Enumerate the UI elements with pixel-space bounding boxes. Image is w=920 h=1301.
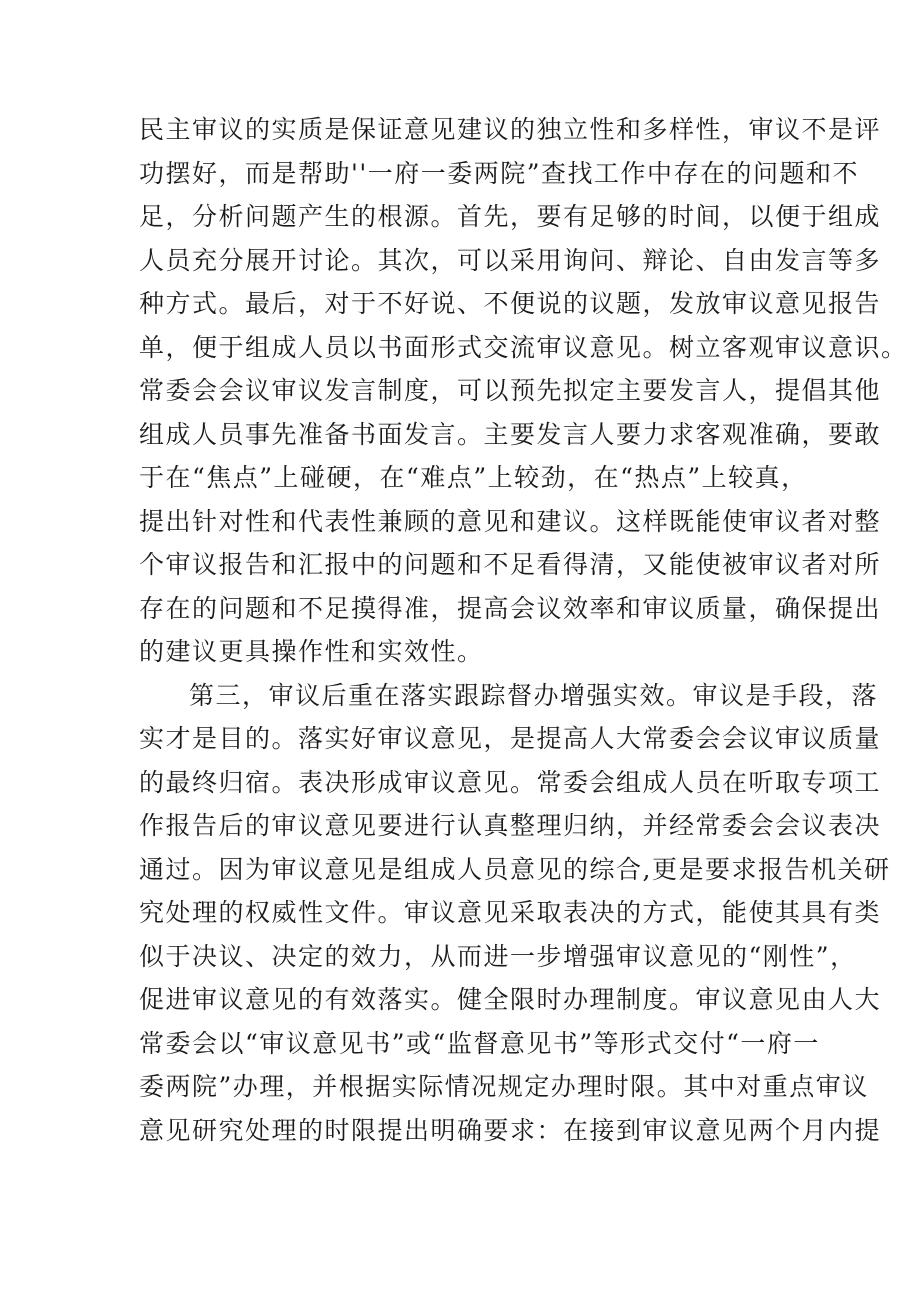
text-line: 种方式。最后，对于不好说、不便说的议题，发放审议意见报告: [139, 289, 882, 318]
text-line: 单，便于组成人员以书面形式交流审议意见。树立客观审议意识。: [139, 332, 908, 362]
text-line: 常委会会议审议发言制度，可以预先拟定主要发言人，提倡其他: [139, 376, 882, 405]
text-line: 提出针对性和代表性兼顾的意见和建议。这样既能使审议者对整: [139, 506, 882, 536]
paragraph-first-line: 第三，审议后重在落实跟踪督办增强实效。审议是手段，落: [189, 680, 879, 710]
text-line: 究处理的权威性文件。审议意见采取表决的方式，能使其具有类: [139, 898, 882, 927]
text-line: 于在“焦点”上碰硬，在“难点”上较劲，在“热点”上较真，: [139, 463, 808, 492]
text-line: 人员充分展开讨论。其次，可以采用询问、辩论、自由发言等多: [139, 245, 882, 275]
text-line: 委两院”办理，并根据实际情况规定办理时限。其中对重点审议: [139, 1072, 869, 1101]
text-line: 民主审议的实质是保证意见建议的独立性和多样性，审议不是评: [139, 115, 882, 144]
paragraph-democratic-review: [139, 108, 908, 674]
text-line: 似于决议、决定的效力，从而进一步增强审议意见的“刚性”，: [139, 941, 857, 971]
text-line: 意见研究处理的时限提出明确要求：在接到审议意见两个月内提: [139, 1115, 882, 1145]
text-line: 促进审议意见的有效落实。健全限时办理制度。审议意见由人大: [139, 985, 882, 1014]
text-line: 通过。因为审议意见是组成人员意见的综合,更是要求报告机关研: [139, 854, 891, 884]
text-line: 实才是目的。落实好审议意见，是提高人大常委会会议审议质量: [139, 724, 882, 753]
text-line: 常委会以“审议意见书”或“监督意见书”等形式交付“一府一: [139, 1028, 820, 1058]
paragraph-implementation-follow-up: [139, 674, 891, 1153]
text-line: 个审议报告和汇报中的问题和不足看得清，又能使被审议者对所: [139, 550, 882, 579]
text-line: 足，分析问题产生的根源。首先，要有足够的时间，以便于组成: [139, 202, 882, 231]
document-body: [139, 108, 908, 1152]
text-line: 的最终归宿。表决形成审议意见。常委会组成人员在听取专项工: [139, 767, 882, 797]
text-line: 作报告后的审议意见要进行认真整理归纳，并经常委会会议表决: [139, 811, 882, 840]
text-line: 存在的问题和不足摸得准，提高会议效率和审议质量，确保提出: [139, 593, 882, 623]
text-line: 组成人员事先准备书面发言。主要发言人要力求客观准确，要敢: [139, 419, 882, 449]
text-line: 功摆好，而是帮助''一府一委两院”查找工作中存在的问题和不: [139, 158, 860, 188]
text-line: 的建议更具操作性和实效性。: [139, 637, 484, 666]
